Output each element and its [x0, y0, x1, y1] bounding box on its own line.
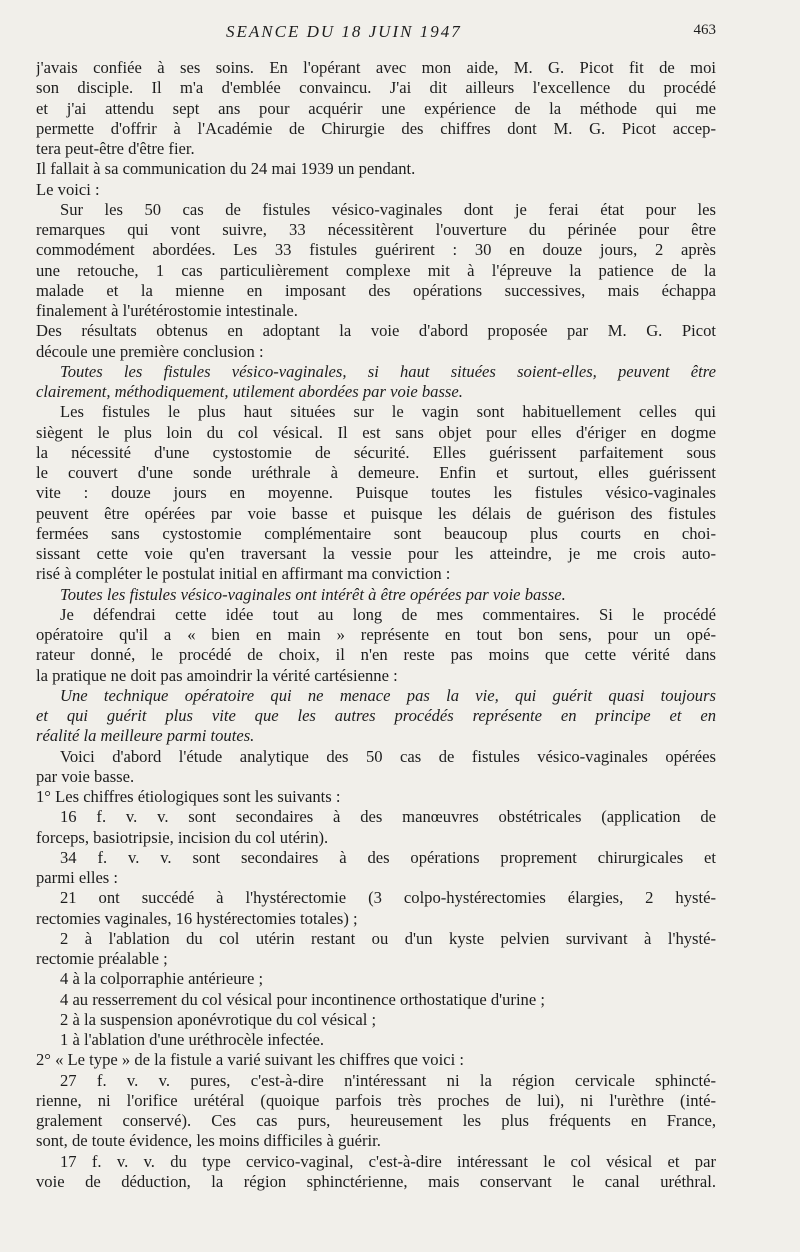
text-line: et j'ai attendu sept ans pour acquérir une expérience de la méthode qui me [36, 98, 716, 118]
text-line: Je défendrai cette idée tout au long de mes commentaires. Si le procédé [60, 604, 716, 624]
text-line: rienne, ni l'orifice urétéral (quoique parfois très proches de lui), ni l'urèthre (inté- [36, 1090, 716, 1110]
text-line: vite : douze jours en moyenne. Puisque toutes les fistules vésico-vaginales [36, 483, 716, 503]
text-line: et qui guérit plus vite que les autres procédés représente en principe et en [36, 706, 716, 725]
text-line: tera peut-être d'être fier. [36, 139, 195, 158]
text-line: Voici d'abord l'étude analytique des 50 cas de fistules vésico-vaginales opérées [60, 746, 716, 766]
text-line: son disciple. Il m'a d'emblée convaincu. J'ai dit ailleurs l'excellence du procédé [36, 78, 716, 98]
text-line: 21 ont succédé à l'hystérectomie (3 colpo-hystérectomies élargies, 2 hysté- [60, 888, 716, 908]
text-line: rectomie préalable ; [36, 949, 168, 968]
text-line: Toutes les fistules vésico-vaginales ont intérêt à être opérées par voie basse. [60, 584, 566, 604]
text-line: sont, de toute évidence, les moins difficiles à guérir. [36, 1131, 381, 1151]
text-line: malade et la mienne en imposant des opérations successives, mais échappa [36, 280, 716, 300]
text-line: opératoire qu'il a « bien en main » représente en tout bon sens, pour un opé- [36, 625, 716, 644]
text-line: 1 à l'ablation d'une uréthrocèle infectée. [60, 1030, 324, 1049]
text-line: voie de déduction, la région sphinctérienne, mais conservant le canal uréthral. [36, 1171, 716, 1191]
page-number: 463 [693, 22, 716, 38]
text-line: une retouche, 1 cas particulièrement complexe mit à l'épreuve la patience de la [36, 260, 716, 280]
text-line: 34 f. v. v. sont secondaires à des opérations proprement chirurgicales et [60, 847, 716, 867]
text-line: siègent le plus loin du col vésical. Il est sans objet pour elles d'ériger en dogme [36, 422, 716, 442]
text-line: commodément abordées. Les 33 fistules guérirent : 30 en douze jours, 2 après [36, 240, 716, 260]
text-line: rateur donné, le procédé de choix, il n'en reste pas moins que cette vérité dans [36, 645, 716, 665]
text-line: Les fistules le plus haut situées sur le vagin sont habituellement celles qui [60, 402, 716, 422]
text-line: la pratique ne doit pas amoindrir la vérité cartésienne : [36, 665, 398, 685]
text-line: 4 au resserrement du col vésical pour incontinence orthostatique d'urine ; [60, 989, 545, 1009]
text-line: 27 f. v. v. pures, c'est-à-dire n'intéressant ni la région cervicale sphincté- [60, 1070, 716, 1090]
running-header [0, 22, 800, 46]
text-line: peuvent être opérées par voie basse et puisque les délais de guérison des fistules [36, 503, 716, 523]
text-line: permette d'offrir à l'Académie de Chirurgie des chiffres dont M. G. Picot accep- [36, 118, 716, 138]
text-line: Des résultats obtenus en adoptant la voie d'abord proposée par M. G. Picot [36, 321, 716, 341]
text-line: 17 f. v. v. du type cervico-vaginal, c'est-à-dire intéressant le col vésical et par [60, 1151, 716, 1171]
text-line: 1° Les chiffres étiologiques sont les suivants : [36, 787, 341, 806]
text-line: sissant cette voie qu'en traversant la vessie pour les atteindre, je me crois auto- [36, 544, 716, 563]
text-line: parmi elles : [36, 868, 119, 887]
text-line: finalement à l'urétérostomie intestinale. [36, 301, 298, 320]
text-line: Toutes les fistules vésico-vaginales, si haut situées soient-elles, peuvent être [60, 361, 716, 381]
text-line: réalité la meilleure parmi toutes. [36, 726, 255, 746]
text-line: clairement, méthodiquement, utilement abordées par voie basse. [36, 382, 463, 401]
text-line: remarques qui vont suivre, 33 nécessitèrent l'ouverture du périnée pour être [36, 220, 716, 239]
text-line: j'avais confiée à ses soins. En l'opérant avec mon aide, M. G. Picot fit de moi [36, 58, 716, 77]
text-line: Il fallait à sa communication du 24 mai 1939 un pendant. [36, 159, 416, 179]
text-line: forceps, basiotripsie, incision du col utérin). [36, 827, 329, 847]
text-line: la nécessité d'une cystostomie de sécurité. Elles guérissent parfaitement sous [36, 442, 716, 462]
text-line: risé à compléter le postulat initial en affirmant ma conviction : [36, 564, 451, 584]
text-line: par voie basse. [36, 766, 135, 786]
text-line: Une technique opératoire qui ne menace pas la vie, qui guérit quasi toujours [60, 685, 716, 705]
text-line: 2 à l'ablation du col utérin restant ou d'un kyste pelvien survivant à l'hysté- [60, 928, 716, 948]
text-line: 16 f. v. v. sont secondaires à des manœuvres obstétricales (application de [60, 807, 716, 827]
text-line: le couvert d'une sonde uréthrale à demeure. Enfin et surtout, elles guérissent [36, 463, 716, 482]
body-text [36, 58, 716, 1192]
text-line: Sur les 50 cas de fistules vésico-vaginales dont je ferai état pour les [60, 199, 716, 219]
text-line: 2° « Le type » de la fistule a varié suivant les chiffres que voici : [36, 1050, 464, 1070]
text-line: Le voici : [36, 179, 100, 199]
text-line: 2 à la suspension aponévrotique du col vésical ; [60, 1009, 377, 1029]
header-title: SEANCE DU 18 JUIN 1947 [226, 22, 462, 41]
text-line: 4 à la colporraphie antérieure ; [60, 969, 264, 989]
text-line: découle une première conclusion : [36, 341, 264, 361]
text-line: rectomies vaginales, 16 hystérectomies totales) ; [36, 908, 358, 928]
text-line: fermées sans cystostomie complémentaire sont beaucoup plus courts en choi- [36, 523, 716, 543]
text-line: gralement conservé). Ces cas purs, heureusement les plus fréquents en France, [36, 1111, 716, 1130]
